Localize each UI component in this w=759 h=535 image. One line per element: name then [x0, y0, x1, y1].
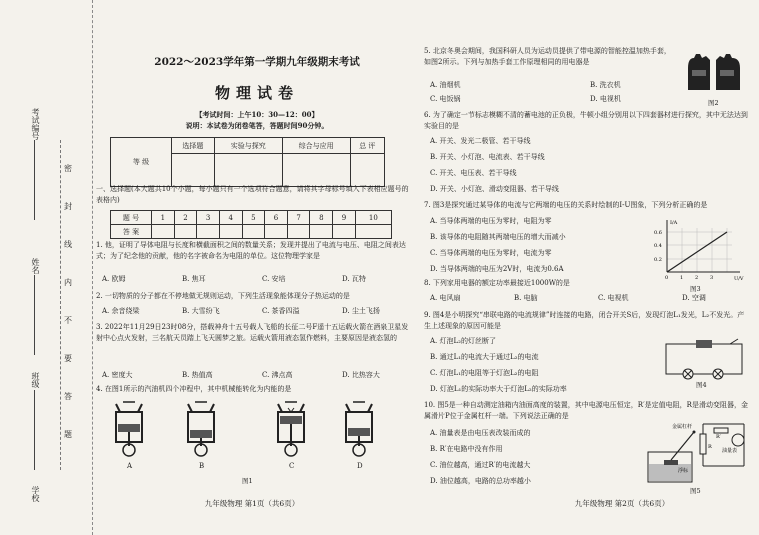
question-1-options	[102, 274, 414, 285]
engine-label: D	[357, 462, 363, 470]
score-table	[110, 137, 385, 187]
option: D. 瓦特	[342, 275, 366, 283]
graph-xlabel: U/V	[734, 276, 744, 282]
option: A. 油烟机	[430, 81, 461, 89]
question-5-options-2	[430, 94, 680, 105]
answer-cell[interactable]	[242, 225, 265, 239]
option: A. 当导体两端的电压为零时，电阻为零	[430, 217, 552, 225]
score-cell[interactable]	[282, 154, 350, 187]
page-1	[92, 0, 415, 535]
question-1: 1. 他，证明了导体电阻与长度和横截面积之间的数量关系；发现并提出了电流与电压、电阻之间表达式；为了纪念他的贡献，他的名字被命名为电阻的单位。这位物理学家是	[96, 241, 406, 260]
question-9: 9. 图4是小明探究“串联电路的电流规律”时连接的电路，闭合开关S后，发现灯泡L₁发光，L₂不发光。产生上述现象的原因可能是	[424, 311, 745, 330]
question-5-options	[430, 80, 680, 91]
seal-char: 不	[64, 316, 72, 325]
class-line	[34, 390, 35, 470]
question-3-options	[102, 370, 414, 381]
school-label: 学校	[31, 486, 40, 502]
graph-ytick: 0.6	[654, 230, 662, 236]
fig5-label: 油量表	[722, 448, 738, 454]
engine-label: B	[199, 462, 205, 470]
option: D. 当导体两端的电压为2V时，电流为0.6A	[430, 265, 564, 273]
engine-stroke-a-diagram	[106, 398, 152, 458]
score-header: 选择题	[172, 138, 215, 154]
answer-cell[interactable]	[287, 225, 310, 239]
option: A. 余音绕梁	[102, 307, 140, 315]
option: B. 焦耳	[182, 275, 206, 283]
answer-cell[interactable]	[310, 225, 333, 239]
subject-title: 物理试卷	[214, 84, 299, 102]
question-8: 8. 下列家用电器的额定功率最接近1000W的是	[424, 279, 570, 287]
option: A. 灯泡L₂的灯丝断了	[430, 337, 496, 345]
exam-number-label: 考试编号	[31, 108, 40, 140]
figure-5-caption: 图5	[690, 487, 701, 495]
option: D. 空调	[682, 294, 706, 302]
question-number: 8	[310, 211, 333, 225]
option: B. 洗衣机	[590, 81, 621, 89]
option: C. 灯泡L₁的电阻等于灯泡L₂的电阻	[430, 369, 539, 377]
graph-xtick: 0	[665, 275, 669, 281]
question-number: 2	[174, 211, 197, 225]
answer-cell[interactable]	[197, 225, 220, 239]
question-number: 9	[333, 211, 356, 225]
answer-cell[interactable]	[333, 225, 356, 239]
fig5-label: R′	[716, 434, 721, 440]
seal-char: 封	[64, 202, 72, 211]
answer-table-label: 题 号	[111, 211, 152, 225]
question-3: 3. 2022年11月29日23时08分，搭载神舟十五号载人飞船的长征二号F遥十五运载火箭在酒泉卫星发射中心点火发射，三名航天员踏上飞天圆梦之旅。运载火箭用液态氢作燃料，主要原因是液态氢的	[96, 323, 409, 342]
option: B. 大雪纷飞	[182, 307, 220, 315]
exam-number-line	[34, 140, 35, 220]
graph-ylabel: I/A	[670, 220, 678, 226]
seal-words	[62, 150, 74, 454]
oil-gauge-diagram	[644, 420, 750, 486]
option: D. 油位越高，电路的总功率越小	[430, 477, 531, 485]
engine-label: A	[127, 462, 133, 470]
question-10: 10. 图5是一种自动测定油箱内油面高度的装置，其中电源电压恒定，R′是定值电阻，R是滑动变阻器，金属滑片P位于金属杠杆一端。下列说法正确的是	[424, 401, 748, 420]
iu-graph	[654, 216, 748, 284]
graph-ytick: 0.2	[654, 257, 662, 263]
option: A. 密度大	[102, 371, 133, 379]
engine-stroke-c-diagram	[268, 398, 314, 458]
answer-cell[interactable]	[152, 225, 175, 239]
option: B. 该导体的电阻随其两端电压的增大而减小	[430, 233, 566, 241]
seal-char: 密	[64, 164, 72, 173]
figure-2-caption: 图2	[708, 99, 719, 107]
question-6: 6. 为了确定一节标志模糊不清的蓄电池的正负极，牛顿小组分别用以下四套器材进行探究，其中无法达到实验目的是	[424, 111, 748, 130]
question-4: 4. 在图1所示的汽油机四个冲程中，其中机械能转化为内能的是	[96, 385, 292, 393]
option: B. R′在电路中没有作用	[430, 445, 503, 453]
answer-table	[110, 210, 392, 239]
question-number: 7	[287, 211, 310, 225]
question-2-options	[102, 306, 414, 317]
score-cell[interactable]	[350, 154, 384, 187]
engine-stroke-b-diagram	[178, 398, 224, 458]
fig5-label: 浮标	[678, 468, 689, 474]
grade-label: 等 级	[111, 138, 172, 187]
option: C. 沸点高	[262, 371, 293, 379]
score-header: 总 评	[350, 138, 384, 154]
engine-label: C	[289, 462, 295, 470]
page-footer: 九年级物理 第1页（共6页）	[204, 499, 300, 508]
graph-xtick: 1	[680, 275, 684, 281]
figure-4-caption: 图4	[696, 381, 707, 389]
option: D. 尘土飞扬	[342, 307, 380, 315]
option: C. 油位越高，通过R′的电流越大	[430, 461, 531, 469]
question-number: 1	[152, 211, 175, 225]
seal-char: 线	[64, 240, 72, 249]
option: B. 开关、小灯泡、电流表、若干导线	[430, 153, 545, 161]
seal-char: 题	[64, 430, 72, 439]
exam-title: 2022～2023学年第一学期九年级期末考试	[154, 56, 360, 68]
class-label: 班级	[31, 372, 40, 388]
question-number: 6	[265, 211, 288, 225]
question-number: 10	[355, 211, 391, 225]
answer-cell[interactable]	[265, 225, 288, 239]
option: B. 热值高	[182, 371, 213, 379]
answer-table-label: 答 案	[111, 225, 152, 239]
graph-xtick: 3	[710, 275, 714, 281]
question-number: 4	[219, 211, 242, 225]
fig5-label: 金属杠杆	[672, 424, 693, 430]
score-header: 实验与探究	[214, 138, 282, 154]
figure-1-caption: 图1	[242, 477, 253, 485]
heated-gloves-image	[684, 50, 744, 98]
option: A. 电风扇	[430, 294, 461, 302]
question-number: 5	[242, 211, 265, 225]
series-circuit-diagram	[660, 338, 748, 380]
option: C. 当导体两端的电压为零时，电流为零	[430, 249, 552, 257]
graph-ytick: 0.4	[654, 243, 662, 249]
binding-margin	[0, 0, 93, 535]
name-label: 姓名	[31, 258, 40, 274]
answer-cell[interactable]	[219, 225, 242, 239]
exam-instructions: 说明：本试卷为闭卷笔答，答题时间90分钟。	[185, 121, 329, 130]
name-line	[34, 275, 35, 355]
seal-char: 要	[64, 354, 72, 363]
option: B. 电脑	[514, 294, 538, 302]
figure-3-caption: 图3	[690, 285, 701, 293]
question-7: 7. 图3是探究通过某导体的电流与它两端的电压的关系时绘制的I-U图象，下列分析正确的是	[424, 201, 708, 209]
score-cell[interactable]	[172, 154, 215, 187]
answer-cell[interactable]	[174, 225, 197, 239]
option: C. 茶香四溢	[262, 307, 300, 315]
page-footer: 九年级物理 第2页（共6页）	[574, 499, 670, 508]
option: A. 欧姆	[102, 275, 126, 283]
seal-char: 答	[64, 392, 72, 401]
option: C. 电饭锅	[430, 95, 461, 103]
option: D. 开关、小灯泡、滑动变阻器、若干导线	[430, 185, 559, 193]
question-number: 3	[197, 211, 220, 225]
score-cell[interactable]	[214, 154, 282, 187]
engine-stroke-d-diagram	[336, 398, 382, 458]
option: B. 通过L₁的电流大于通过L₂的电流	[430, 353, 539, 361]
fig5-label: R	[708, 444, 712, 450]
option: C. 电视机	[598, 294, 629, 302]
question-8-options	[430, 293, 750, 304]
question-5: 5. 北京冬奥会期间，我国科研人员为运动员提供了带电源的智能控温加热手套，如图2所示。下列与加热手套工作原理相同的用电器是	[424, 47, 671, 66]
option: A. 油量表是由电压表改装而成的	[430, 429, 531, 437]
answer-cell[interactable]	[355, 225, 391, 239]
page-2	[422, 0, 752, 535]
score-header: 综合与应用	[282, 138, 350, 154]
graph-xtick: 2	[695, 275, 699, 281]
option: D. 比热容大	[342, 371, 380, 379]
option: A. 开关、发光二极管、若干导线	[430, 137, 531, 145]
option: C. 开关、电压表、若干导线	[430, 169, 517, 177]
option: D. 灯泡L₁的实际功率大于灯泡L₂的实际功率	[430, 385, 567, 393]
option: D. 电视机	[590, 95, 621, 103]
seal-line	[60, 140, 61, 470]
option: C. 安培	[262, 275, 286, 283]
exam-time: 【考试时间：上午10：30—12：00】	[195, 110, 319, 119]
seal-char: 内	[64, 278, 72, 287]
section-heading: 一、选择题(本大题共10个小题，每小题只有一个选项符合题意，请将其字母标号填入下表相应题号的表格内)	[96, 185, 409, 204]
question-2: 2. 一切物质的分子都在不停地做无规则运动，下列生活现象能体现分子热运动的是	[96, 292, 350, 300]
